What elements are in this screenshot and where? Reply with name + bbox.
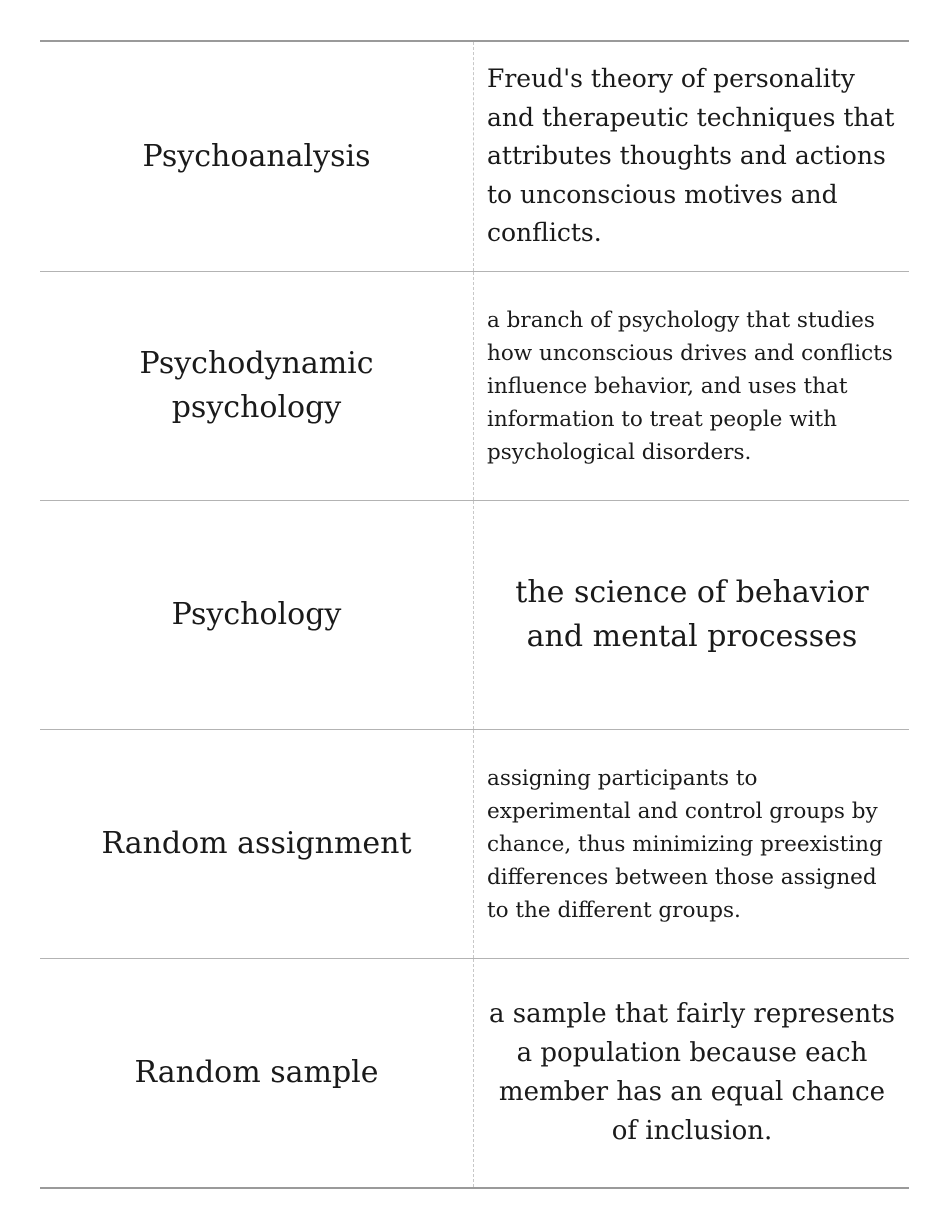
term-cell	[40, 730, 474, 958]
definition-text: a branch of psychology that studies how unconscious drives and conflicts influence behavior, and uses that information to treat people with psychological disorders.	[487, 307, 893, 465]
definition-cell	[474, 272, 909, 500]
definition-text: assigning participants to experimental and control groups by chance, thus minimizing preexisting differences between those assigned to the different groups.	[487, 765, 883, 923]
term-cell	[40, 272, 474, 500]
flashcard-row	[40, 42, 909, 271]
term-text: Random sample	[134, 1055, 379, 1090]
definition-cell	[474, 501, 909, 729]
flashcard-row	[40, 958, 909, 1187]
definition-cell	[474, 42, 909, 271]
flashcard-row	[40, 729, 909, 958]
definition-text: the science of behavior and mental processes	[515, 575, 869, 654]
term-text: Psychology	[171, 597, 342, 632]
flashcard-row	[40, 271, 909, 500]
flashcard-row	[40, 500, 909, 729]
term-text: Psychodynamic psychology	[139, 346, 374, 425]
definition-text: Freud's theory of personality and therapeutic techniques that attributes thoughts and actions to unconscious motives and conflicts.	[487, 64, 895, 248]
flashcard-sheet	[40, 40, 909, 1189]
definition-cell	[474, 959, 909, 1187]
definition-text: a sample that fairly represents a population because each member has an equal chance of inclusion.	[489, 999, 895, 1146]
term-text: Random assignment	[101, 826, 412, 861]
term-text: Psychoanalysis	[142, 138, 371, 174]
term-cell	[40, 959, 474, 1187]
term-cell	[40, 42, 474, 271]
definition-cell	[474, 730, 909, 958]
term-cell	[40, 501, 474, 729]
